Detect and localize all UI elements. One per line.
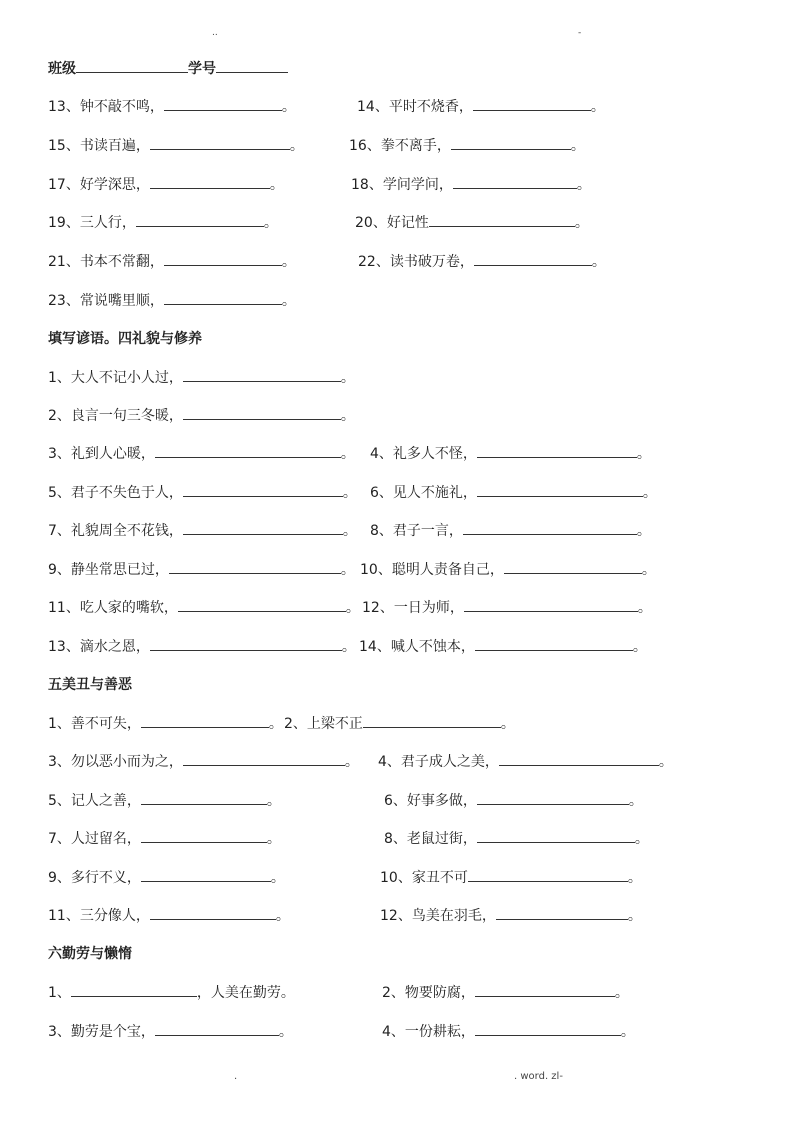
beauty-9: 9、多行不义， 。 bbox=[48, 867, 285, 887]
answer-blank[interactable] bbox=[183, 520, 343, 535]
beauty-5: 5、记人之善， 。 bbox=[48, 790, 281, 810]
proverb-18: 18、学问学问， 。 bbox=[351, 174, 591, 194]
proverb-17: 17、好学深思， 。 bbox=[48, 174, 284, 194]
beauty-2: 2、上梁不正 。 bbox=[284, 713, 515, 733]
answer-blank[interactable] bbox=[150, 135, 290, 150]
answer-blank[interactable] bbox=[71, 982, 197, 997]
courtesy-7: 7、礼貌周全不花钱， 。 bbox=[48, 520, 357, 540]
beauty-7: 7、人过留名， 。 bbox=[48, 828, 281, 848]
answer-blank[interactable] bbox=[453, 174, 577, 189]
class-label: 班级 bbox=[48, 61, 76, 77]
beauty-6: 6、好事多做， 。 bbox=[384, 790, 643, 810]
header-mark-right: - bbox=[578, 28, 582, 38]
answer-blank[interactable] bbox=[504, 559, 642, 574]
courtesy-10: 10、聪明人责备自己， 。 bbox=[360, 559, 656, 579]
beauty-11: 11、三分像人， 。 bbox=[48, 905, 290, 925]
answer-blank[interactable] bbox=[164, 251, 282, 266]
answer-blank[interactable] bbox=[178, 597, 346, 612]
number-blank[interactable] bbox=[216, 58, 288, 73]
answer-blank[interactable] bbox=[499, 751, 659, 766]
proverb-15: 15、书读百遍， 。 bbox=[48, 135, 304, 155]
answer-blank[interactable] bbox=[141, 790, 267, 805]
courtesy-13: 13、滴水之恩， 。 bbox=[48, 636, 356, 656]
answer-blank[interactable] bbox=[477, 482, 643, 497]
courtesy-5: 5、君子不失色于人， 。 bbox=[48, 482, 357, 502]
beauty-4: 4、君子成人之美， 。 bbox=[378, 751, 673, 771]
answer-blank[interactable] bbox=[183, 367, 341, 382]
answer-blank[interactable] bbox=[164, 96, 282, 111]
courtesy-1: 1、大人不记小人过， 。 bbox=[48, 367, 355, 387]
answer-blank[interactable] bbox=[183, 482, 343, 497]
answer-blank[interactable] bbox=[473, 96, 591, 111]
proverb-21: 21、书本不常翻， 。 bbox=[48, 251, 296, 271]
proverb-16: 16、拳不离手， 。 bbox=[349, 135, 585, 155]
diligence-1: 1、 ，人美在勤劳。 bbox=[48, 982, 295, 1002]
answer-blank[interactable] bbox=[477, 790, 629, 805]
courtesy-3: 3、礼到人心暖， 。 bbox=[48, 443, 355, 463]
answer-blank[interactable] bbox=[169, 559, 341, 574]
proverb-22: 22、读书破万卷， 。 bbox=[358, 251, 606, 271]
answer-blank[interactable] bbox=[463, 520, 637, 535]
answer-blank[interactable] bbox=[475, 636, 633, 651]
answer-blank[interactable] bbox=[468, 867, 628, 882]
beauty-1: 1、善不可失， 。 bbox=[48, 713, 283, 733]
answer-blank[interactable] bbox=[136, 212, 264, 227]
courtesy-12: 12、一日为师， 。 bbox=[362, 597, 652, 617]
proverb-14: 14、平时不烧香， 。 bbox=[357, 96, 605, 116]
answer-blank[interactable] bbox=[496, 905, 628, 920]
courtesy-9: 9、静坐常思已过， 。 bbox=[48, 559, 355, 579]
class-blank[interactable] bbox=[76, 58, 188, 73]
footer-mark-right: . word. zl- bbox=[514, 1071, 563, 1082]
diligence-4: 4、一份耕耘， 。 bbox=[382, 1021, 635, 1041]
courtesy-11: 11、吃人家的嘴软， 。 bbox=[48, 597, 360, 617]
section-title-beauty-goodness: 五美丑与善恶 bbox=[48, 677, 132, 693]
beauty-3: 3、勿以恶小而为之， 。 bbox=[48, 751, 359, 771]
answer-blank[interactable] bbox=[477, 828, 635, 843]
answer-blank[interactable] bbox=[475, 1021, 621, 1036]
number-label: 学号 bbox=[188, 61, 216, 77]
answer-blank[interactable] bbox=[155, 1021, 279, 1036]
answer-blank[interactable] bbox=[477, 443, 637, 458]
section-title-diligence: 六勤劳与懒惰 bbox=[48, 946, 132, 962]
answer-blank[interactable] bbox=[451, 135, 571, 150]
beauty-8: 8、老鼠过街， 。 bbox=[384, 828, 649, 848]
class-number-line bbox=[48, 58, 288, 78]
header-mark-left: .. bbox=[212, 28, 218, 38]
beauty-10: 10、家丑不可 。 bbox=[380, 867, 642, 887]
answer-blank[interactable] bbox=[183, 405, 341, 420]
footer-mark-left: . bbox=[234, 1071, 238, 1082]
answer-blank[interactable] bbox=[183, 751, 345, 766]
courtesy-2: 2、良言一句三冬暖， 。 bbox=[48, 405, 355, 425]
answer-blank[interactable] bbox=[150, 905, 276, 920]
answer-blank[interactable] bbox=[141, 828, 267, 843]
courtesy-8: 8、君子一言， 。 bbox=[370, 520, 651, 540]
courtesy-6: 6、见人不施礼， 。 bbox=[370, 482, 657, 502]
proverb-13: 13、钟不敲不鸣， 。 bbox=[48, 96, 296, 116]
answer-blank[interactable] bbox=[429, 212, 575, 227]
answer-blank[interactable] bbox=[363, 713, 501, 728]
courtesy-14: 14、喊人不蚀本， 。 bbox=[359, 636, 647, 656]
answer-blank[interactable] bbox=[141, 867, 271, 882]
diligence-3: 3、勤劳是个宝， 。 bbox=[48, 1021, 293, 1041]
answer-blank[interactable] bbox=[474, 251, 592, 266]
answer-blank[interactable] bbox=[464, 597, 638, 612]
answer-blank[interactable] bbox=[164, 290, 282, 305]
courtesy-4: 4、礼多人不怪， 。 bbox=[370, 443, 651, 463]
answer-blank[interactable] bbox=[150, 174, 270, 189]
answer-blank[interactable] bbox=[475, 982, 615, 997]
proverb-20: 20、好记性 。 bbox=[355, 212, 589, 232]
proverb-19: 19、三人行， 。 bbox=[48, 212, 278, 232]
section-title-courtesy: 填写谚语。四礼貌与修养 bbox=[48, 331, 202, 347]
beauty-12: 12、鸟美在羽毛， 。 bbox=[380, 905, 642, 925]
proverb-23: 23、常说嘴里顺， 。 bbox=[48, 290, 296, 310]
diligence-2: 2、物要防腐， 。 bbox=[382, 982, 629, 1002]
answer-blank[interactable] bbox=[150, 636, 342, 651]
answer-blank[interactable] bbox=[141, 713, 269, 728]
answer-blank[interactable] bbox=[155, 443, 341, 458]
